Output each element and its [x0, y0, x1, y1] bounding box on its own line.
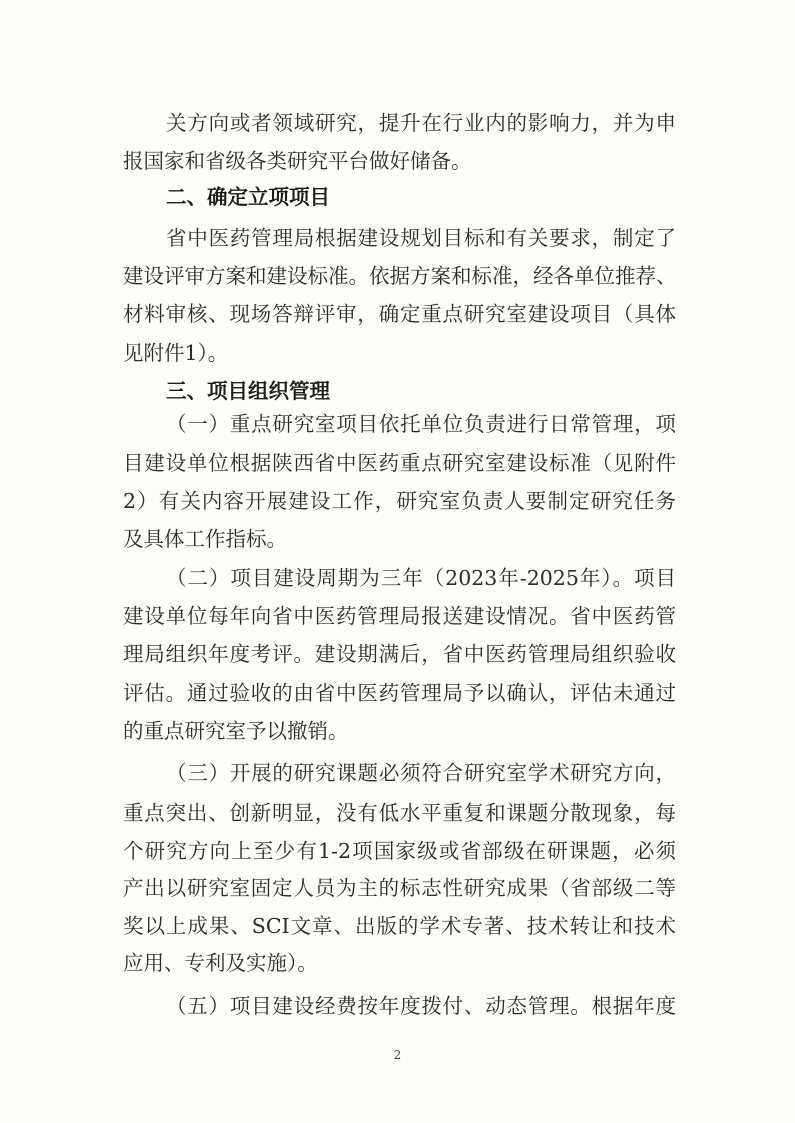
text-line: （三）开展的研究课题必须符合研究室学术研究方向， [166, 761, 676, 785]
text-line: 建设单位每年向省中医药管理局报送建设情况。省中医药管 [123, 604, 676, 628]
text-line: 材料审核、现场答辩评审，确定重点研究室建设项目（具体 [123, 302, 676, 326]
text-line: 评估。通过验收的由省中医药管理局予以确认，评估未通过 [123, 681, 676, 705]
text-line: 2）有关内容开展建设工作，研究室负责人要制定研究任务 [123, 489, 676, 513]
text-line: 见附件1）。 [123, 341, 229, 365]
text-line: 建设评审方案和建设标准。依据方案和标准，经各单位推荐、 [123, 264, 677, 288]
text-line: 目建设单位根据陕西省中医药重点研究室建设标准（见附件 [123, 451, 676, 475]
text-line: 关方向或者领域研究，提升在行业内的影响力，并为申 [166, 111, 676, 135]
text-line: 理局组织年度考评。建设期满后，省中医药管理局组织验收 [123, 642, 676, 666]
text-line: 个研究方向上至少有1-2项国家级或省部级在研课题，必须 [123, 839, 676, 863]
text-line: 重点突出、创新明显，没有低水平重复和课题分散现象，每 [123, 801, 676, 825]
text-line: （五）项目建设经费按年度拨付、动态管理。根据年度 [166, 994, 676, 1018]
text-line: 奖以上成果、SCI文章、出版的学术专著、技术转让和技术 [123, 914, 676, 938]
section-heading: 二、确定立项项目 [166, 185, 330, 209]
text-line: 应用、专利及实施）。 [123, 951, 318, 975]
text-line: 产出以研究室固定人员为主的标志性研究成果（省部级二等 [123, 876, 676, 900]
text-line: （二）项目建设周期为三年（2023年-2025年）。项目 [166, 566, 676, 590]
text-line: 省中医药管理局根据建设规划目标和有关要求，制定了 [166, 226, 676, 250]
text-line: 报国家和省级各类研究平台做好储备。 [123, 149, 472, 173]
text-line: （一）重点研究室项目依托单位负责进行日常管理，项 [166, 412, 676, 436]
page-number: 2 [393, 1048, 402, 1062]
section-heading: 三、项目组织管理 [166, 379, 330, 403]
text-line: 的重点研究室予以撤销。 [123, 719, 349, 743]
text-line: 及具体工作指标。 [123, 527, 287, 551]
